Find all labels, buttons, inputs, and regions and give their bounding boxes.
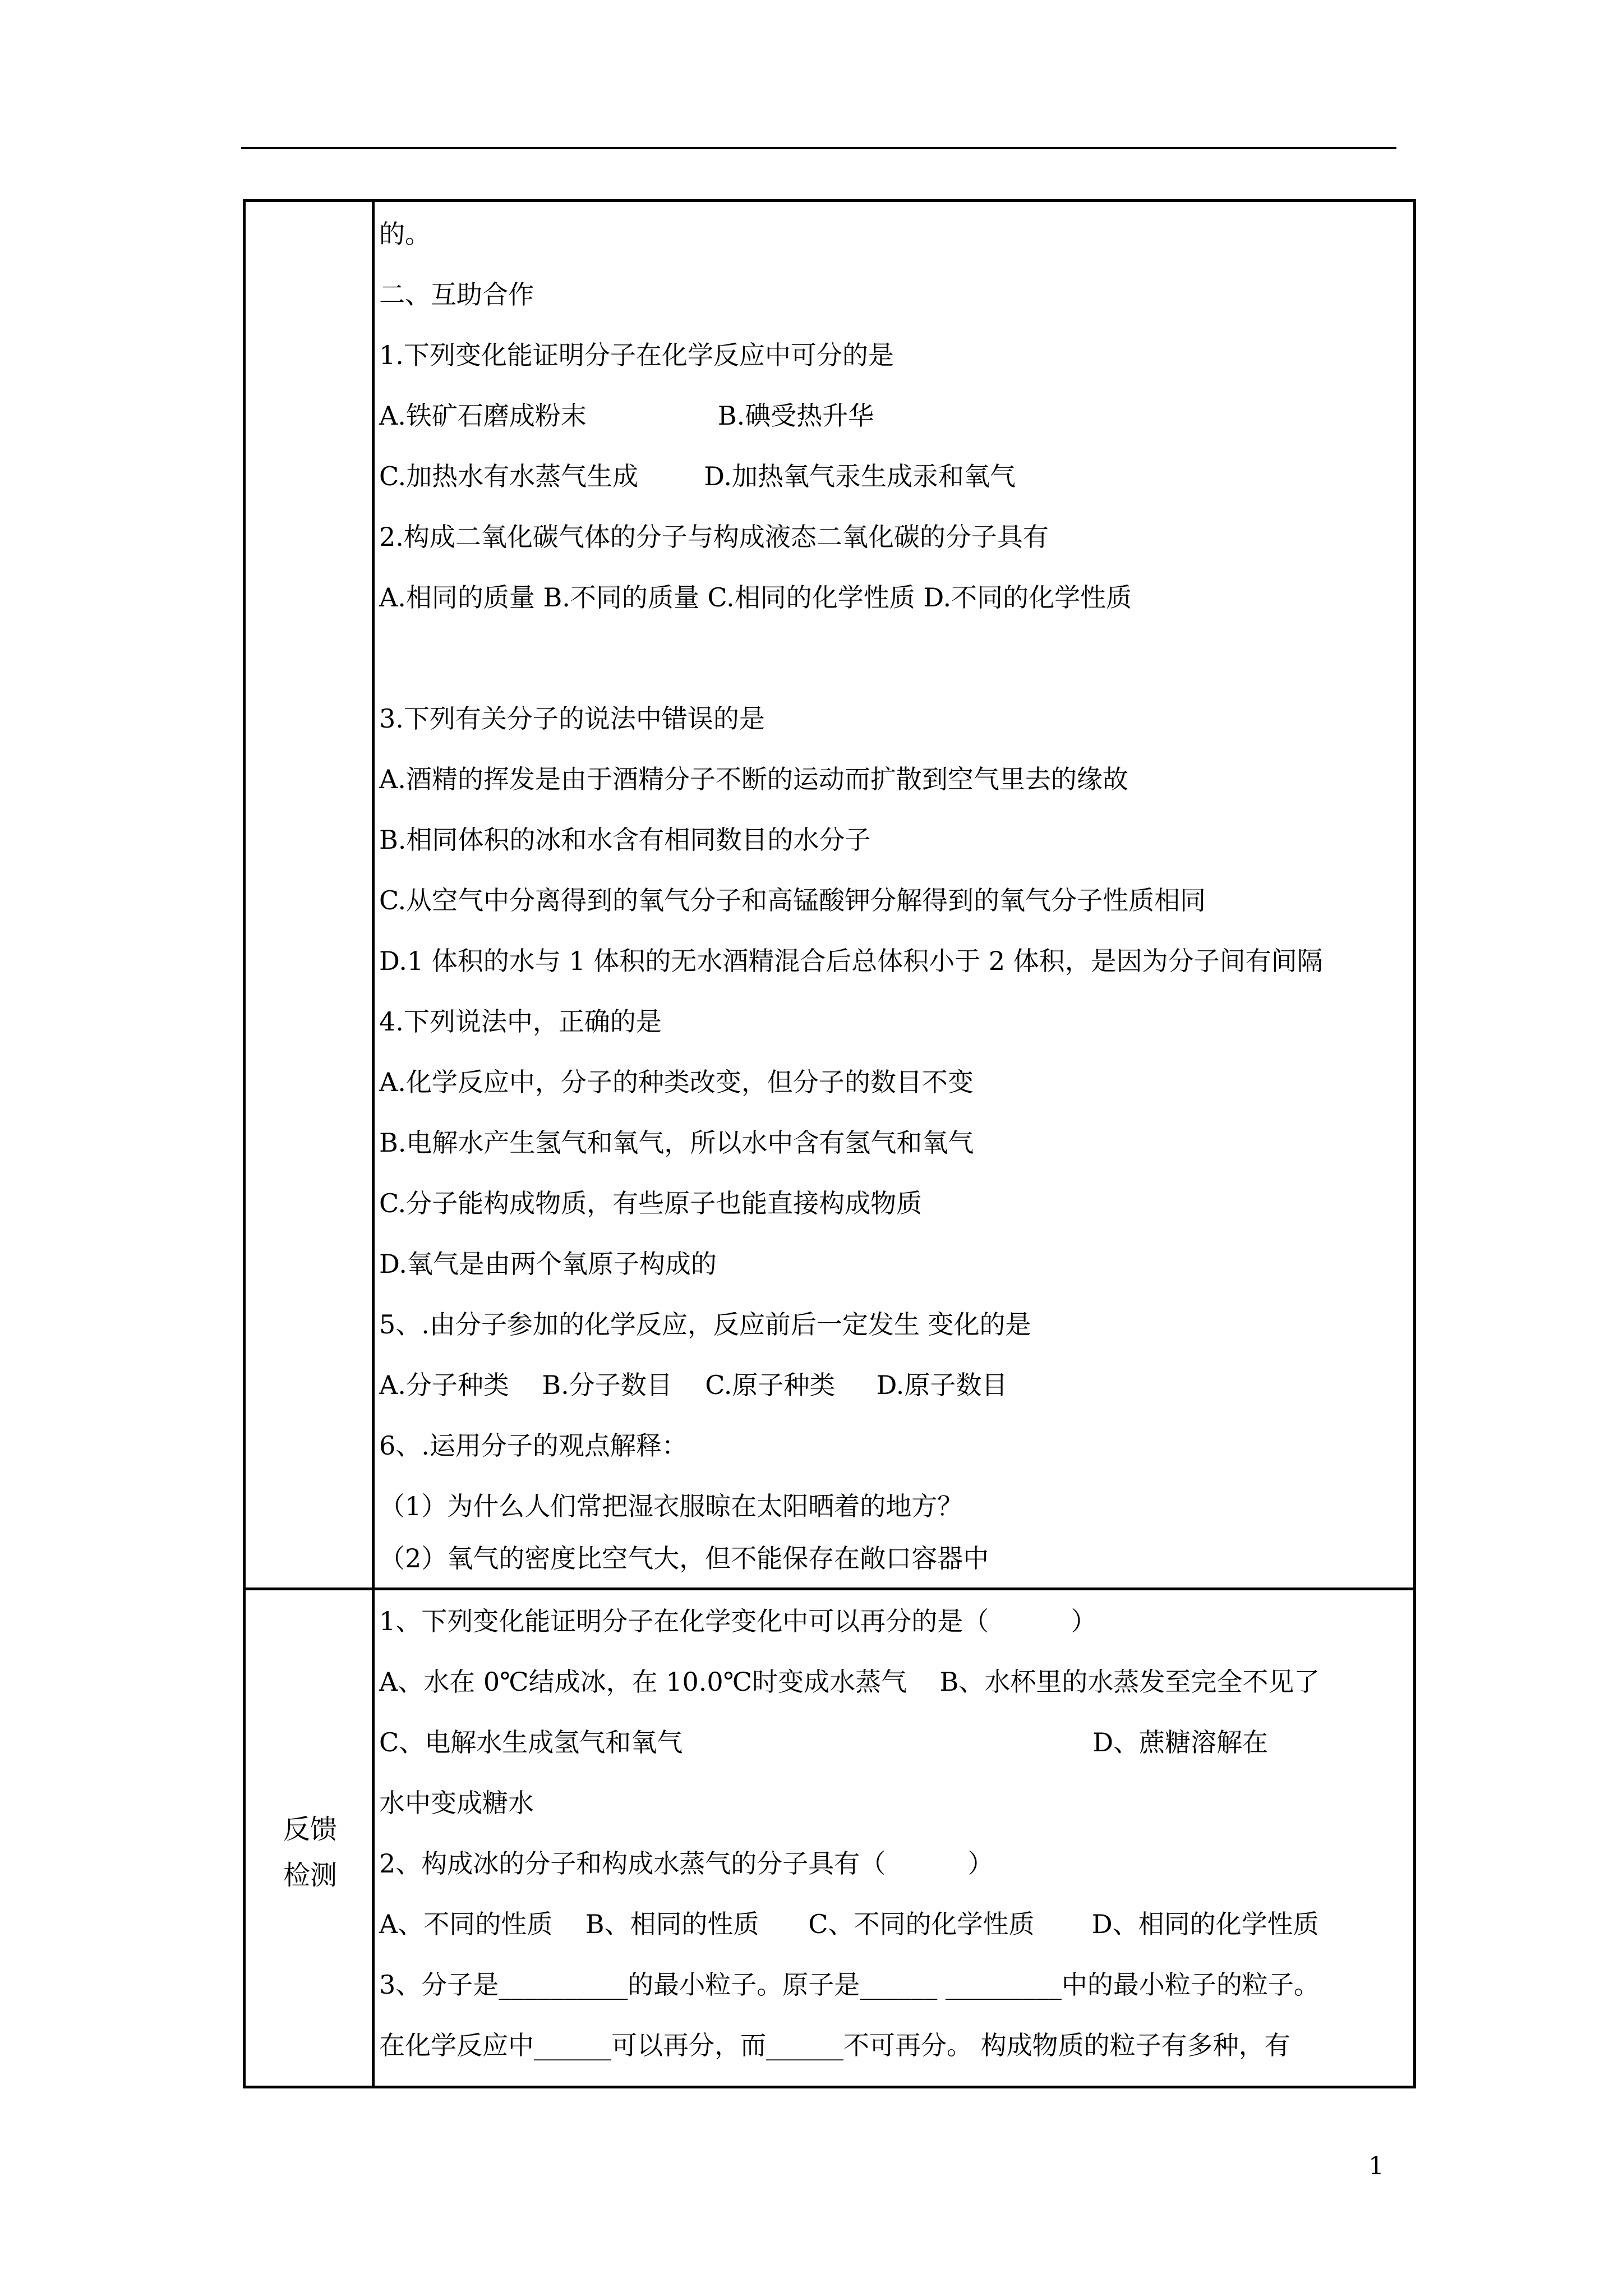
question-6-part-2: （2）氧气的密度比空气大，但不能保存在敞口容器中 [379, 1543, 989, 1573]
feedback-question-2-options: A、不同的性质 B、相同的性质 C、不同的化学性质 D、相同的化学性质 [379, 1909, 1319, 1939]
section-label-line-2: 检测 [283, 1860, 337, 1891]
question-5: 5、.由分子参加的化学反应，反应前后一定发生 变化的是 [379, 1309, 1031, 1340]
page-number: 1 [1368, 2152, 1384, 2180]
worksheet-table [243, 199, 1416, 2088]
question-3-option-a: A.酒精的挥发是由于酒精分子不断的运动而扩散到空气里去的缘故 [379, 764, 1128, 794]
question-1-options-cd: C.加热水有水蒸气生成 D.加热氧气汞生成汞和氧气 [379, 461, 1016, 491]
table-column-divider [372, 202, 375, 2086]
question-6-part-1: （1）为什么人们常把湿衣服晾在太阳晒着的地方？ [379, 1491, 963, 1521]
table-row-divider [246, 1588, 1413, 1590]
feedback-question-2: 2、构成冰的分子和构成水蒸气的分子具有（ ） [379, 1848, 994, 1879]
question-4-option-d: D.氧气是由两个氧原子构成的 [379, 1249, 717, 1279]
question-3-option-b: B.相同体积的冰和水含有相同数目的水分子 [379, 825, 871, 855]
feedback-question-1-options-ab: A、水在 0℃结成冰，在 10.0℃时变成水蒸气 B、水杯里的水蒸发至完全不见了 [379, 1667, 1320, 1697]
question-6: 6、.运用分子的观点解释： [379, 1430, 688, 1461]
section-heading: 二、互助合作 [379, 279, 534, 310]
question-2: 2.构成二氧化碳气体的分子与构成液态二氧化碳的分子具有 [379, 522, 1049, 552]
question-3-option-d: D.1 体积的水与 1 体积的无水酒精混合后总体积小于 2 体积，是因为分子间有间隔 [379, 946, 1323, 976]
text-line: 的。 [379, 219, 431, 249]
feedback-question-3: 3、分子是__________的最小粒子。原子是______ _________中的最小粒子的粒子。 [379, 1970, 1320, 2000]
feedback-question-1-continued: 水中变成糖水 [379, 1788, 534, 1818]
question-3: 3.下列有关分子的说法中错误的是 [379, 703, 765, 734]
section-label-feedback [257, 1806, 363, 1898]
question-4-option-b: B.电解水产生氢气和氧气，所以水中含有氢气和氧气 [379, 1128, 974, 1158]
section-label-line-1: 反馈 [283, 1814, 337, 1845]
question-4-option-c: C.分子能构成物质，有些原子也能直接构成物质 [379, 1188, 923, 1218]
question-4: 4.下列说法中，正确的是 [379, 1006, 662, 1037]
feedback-question-3-continued: 在化学反应中______可以再分，而______不可再分。 构成物质的粒子有多种，有 [379, 2030, 1290, 2060]
question-3-option-c: C.从空气中分离得到的氧气分子和高锰酸钾分解得到的氧气分子性质相同 [379, 885, 1206, 915]
question-5-options: A.分子种类 B.分子数目 C.原子种类 D.原子数目 [379, 1370, 1008, 1400]
feedback-question-1: 1、下列变化能证明分子在化学变化中可以再分的是（ ） [379, 1606, 1097, 1636]
question-1-options-ab: A.铁矿石磨成粉末 B.碘受热升华 [379, 401, 874, 431]
question-1: 1.下列变化能证明分子在化学反应中可分的是 [379, 340, 894, 370]
question-2-options: A.相同的质量 B.不同的质量 C.相同的化学性质 D.不同的化学性质 [379, 582, 1132, 613]
feedback-question-1-options-cd: C、电解水生成氢气和氧气 D、蔗糖溶解在 [379, 1727, 1269, 1757]
question-4-option-a: A.化学反应中，分子的种类改变，但分子的数目不变 [379, 1067, 974, 1097]
header-rule [241, 147, 1396, 149]
